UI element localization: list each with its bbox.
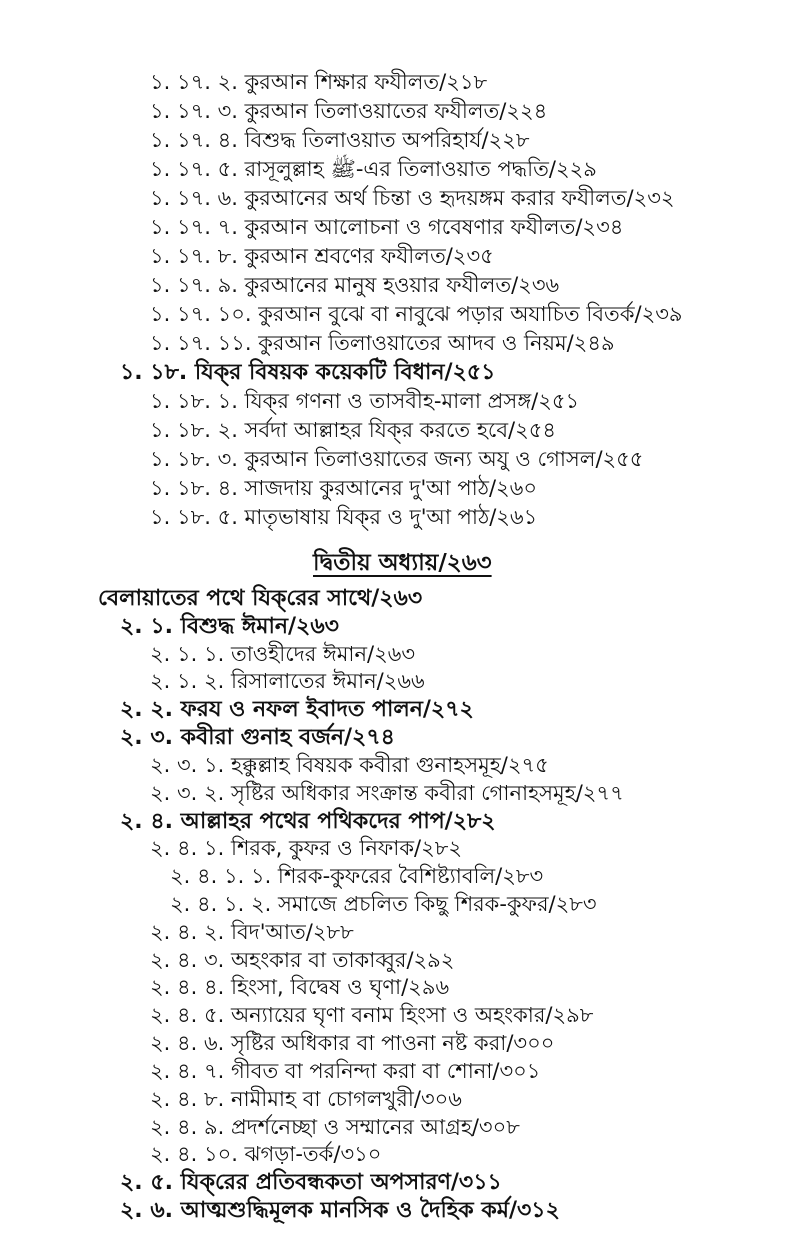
toc-entry-2-4-8: ২. ৪. ৮. নামীমাহ বা চোগলখুরী/৩০৬ xyxy=(150,1087,462,1111)
toc-section-2-6: ২. ৬. আত্মশুদ্ধিমূলক মানসিক ও দৈহিক কর্ম/৩১২ xyxy=(120,1198,560,1223)
toc-entry-1-17-10: ১. ১৭. ১০. কুরআন বুঝে বা নাবুঝে পড়ার অযাচিত বিতর্ক/২৩৯ xyxy=(150,302,683,326)
toc-entry-1-17-8: ১. ১৭. ৮. কুরআন শ্রবণের ফযীলত/২৩৫ xyxy=(150,244,494,268)
toc-entry-1-17-3: ১. ১৭. ৩. কুরআন তিলাওয়াতের ফযীলত/২২৪ xyxy=(150,99,548,123)
toc-entry-1-18-4: ১. ১৮. ৪. সাজদায় কুরআনের দু'আ পাঠ/২৬০ xyxy=(150,476,537,500)
toc-entry-1-18-2: ১. ১৮. ২. সর্বদা আল্লাহর যিক্‌র করতে হবে/২৫৪ xyxy=(150,418,557,442)
toc-section-2-2: ২. ২. ফরয ও নফল ইবাদত পালন/২৭২ xyxy=(120,697,474,722)
toc-entry-2-1-1: ২. ১. ১. তাওহীদের ঈমান/২৬৩ xyxy=(150,642,416,666)
toc-entry-2-4-7: ২. ৪. ৭. গীবত বা পরনিন্দা করা বা শোনা/৩০১ xyxy=(150,1059,541,1083)
toc-section-2-4: ২. ৪. আল্লাহর পথের পথিকদের পাপ/২৮২ xyxy=(120,809,496,834)
toc-entry-2-4-3: ২. ৪. ৩. অহংকার বা তাকাব্বুর/২৯২ xyxy=(150,948,455,972)
toc-entry-2-3-2: ২. ৩. ২. সৃষ্টির অধিকার সংক্রান্ত কবীরা গোনাহসমূহ/২৭৭ xyxy=(150,781,624,805)
toc-entry-1-18-3: ১. ১৮. ৩. কুরআন তিলাওয়াতের জন্য অযু ও গোসল/২৫৫ xyxy=(150,447,644,471)
toc-entry-2-3-1: ২. ৩. ১. হক্কুল্লাহ বিষয়ক কবীরা গুনাহসমূহ/২৭৫ xyxy=(150,753,549,777)
toc-entry-1-17-7: ১. ১৭. ৭. কুরআন আলোচনা ও গবেষণার ফযীলত/২৩৪ xyxy=(150,215,624,239)
toc-entry-1-17-6: ১. ১৭. ৬. কুরআনের অর্থ চিন্তা ও হৃদয়ঙ্গম করার ফযীলত/২৩২ xyxy=(150,186,675,210)
toc-entry-2-4-1: ২. ৪. ১. শিরক, কুফর ও নিফাক/২৮২ xyxy=(150,836,463,860)
toc-entry-2-4-2: ২. ৪. ২. বিদ'আত/২৮৮ xyxy=(150,920,354,944)
toc-entry-2-4-6: ২. ৪. ৬. সৃষ্টির অধিকার বা পাওনা নষ্ট করা/৩০০ xyxy=(150,1031,555,1055)
chapter-heading: দ্বিতীয় অধ্যায়/২৬৩ xyxy=(313,550,492,576)
toc-entry-1-18-5: ১. ১৮. ৫. মাতৃভাষায় যিক্‌র ও দু'আ পাঠ/২৬১ xyxy=(150,505,538,529)
toc-section-2-3: ২. ৩. কবীরা গুনাহ বর্জন/২৭৪ xyxy=(120,725,395,750)
toc-entry-2-4-10: ২. ৪. ১০. ঝগড়া-তর্ক/৩১০ xyxy=(150,1142,382,1166)
toc-entry-1-17-2: ১. ১৭. ২. কুরআন শিক্ষার ফযীলত/২১৮ xyxy=(150,70,488,94)
toc-section-1-18: ১. ১৮. যিক্‌র বিষয়ক কয়েকটি বিধান/২৫১ xyxy=(120,360,496,385)
toc-entry-2-4-1-1: ২. ৪. ১. ১. শিরক-কুফরের বৈশিষ্ট্যাবলি/২৮৩ xyxy=(170,864,544,888)
toc-entry-1-18-1: ১. ১৮. ১. যিক্‌র গণনা ও তাসবীহ-মালা প্রসঙ্গ/২৫১ xyxy=(150,389,580,413)
toc-entry-2-4-1-2: ২. ৪. ১. ২. সমাজে প্রচলিত কিছু শিরক-কুফর/২৮৩ xyxy=(170,892,597,916)
toc-entry-2-4-5: ২. ৪. ৫. অন্যায়ের ঘৃণা বনাম হিংসা ও অহংকার/২৯৮ xyxy=(150,1003,594,1027)
toc-entry-1-17-4: ১. ১৭. ৪. বিশুদ্ধ তিলাওয়াত অপরিহার্য/২২৮ xyxy=(150,128,530,152)
toc-entry-1-17-11: ১. ১৭. ১১. কুরআন তিলাওয়াতের আদব ও নিয়ম/২৪৯ xyxy=(150,331,615,355)
toc-entry-1-17-5: ১. ১৭. ৫. রাসূলুল্লাহ ﷺ-এর তিলাওয়াত পদ্ধতি/২২৯ xyxy=(150,157,597,181)
toc-entry-2-4-4: ২. ৪. ৪. হিংসা, বিদ্বেষ ও ঘৃণা/২৯৬ xyxy=(150,975,450,999)
toc-entry-2-4-9: ২. ৪. ৯. প্রদর্শনেচ্ছা ও সম্মানের আগ্রহ/৩০৮ xyxy=(150,1115,520,1139)
toc-entry-1-17-9: ১. ১৭. ৯. কুরআনের মানুষ হওয়ার ফযীলত/২৩৬ xyxy=(150,273,560,297)
toc-entry-2-1-2: ২. ১. ২. রিসালাতের ঈমান/২৬৬ xyxy=(150,669,425,693)
toc-part-title: বেলায়াতের পথে যিক্‌রের সাথে/২৬৩ xyxy=(98,586,423,611)
toc-section-2-1: ২. ১. বিশুদ্ধ ঈমান/২৬৩ xyxy=(120,614,339,639)
toc-section-2-5: ২. ৫. যিক্‌রের প্রতিবন্ধকতা অপসারণ/৩১১ xyxy=(120,1170,502,1195)
